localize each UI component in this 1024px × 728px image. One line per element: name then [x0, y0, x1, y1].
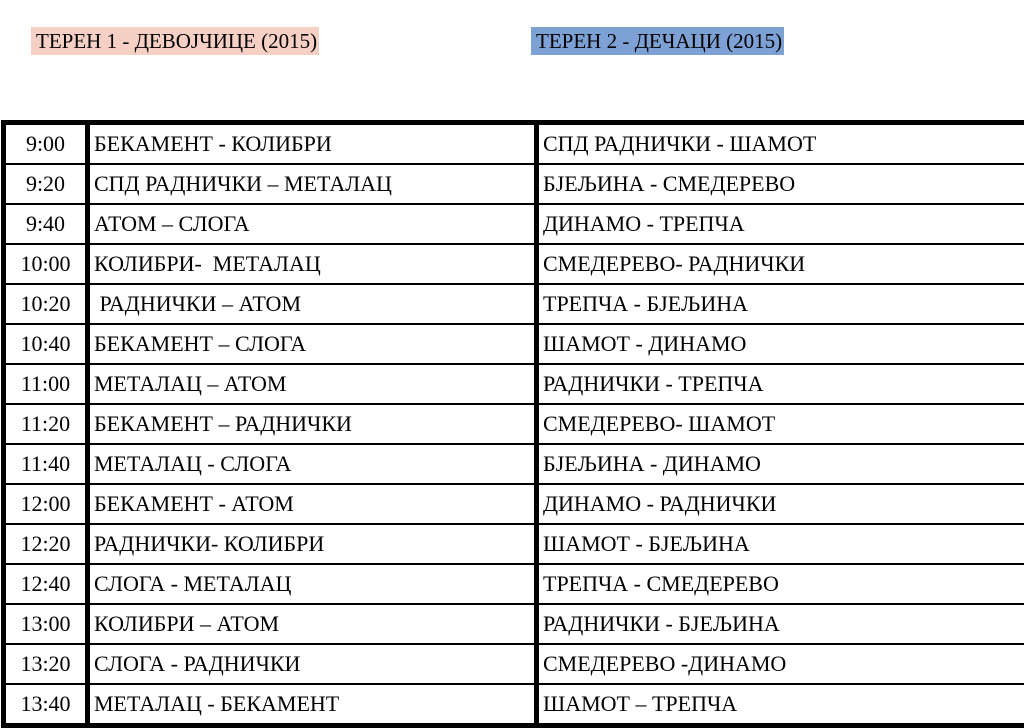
field-2-match-cell: ТРЕПЧА - СМЕДЕРЕВО [537, 564, 1024, 604]
field-1-match-cell: АТОМ – СЛОГА [88, 204, 537, 244]
time-cell: 10:00 [4, 244, 88, 284]
table-row [4, 123, 1024, 165]
field-1-match-cell: СЛОГА - МЕТАЛАЦ [88, 564, 537, 604]
table-row [4, 444, 1024, 484]
field-1-match-cell: СПД РАДНИЧКИ – МЕТАЛАЦ [88, 164, 537, 204]
field-2-match-cell: ТРЕПЧА - БЈЕЉИНА [537, 284, 1024, 324]
table-row [4, 604, 1024, 644]
field-2-match-cell: СМЕДЕРЕВО -ДИНАМО [537, 644, 1024, 684]
field-1-match-cell: БЕКАМЕНТ – СЛОГА [88, 324, 537, 364]
field-2-match-cell: БЈЕЉИНА - ДИНАМО [537, 444, 1024, 484]
field-1-match-cell: БЕКАМЕНТ – РАДНИЧКИ [88, 404, 537, 444]
time-cell: 11:00 [4, 364, 88, 404]
table-row [4, 324, 1024, 364]
field-2-match-cell: ДИНАМО - РАДНИЧКИ [537, 484, 1024, 524]
field-1-match-cell: МЕТАЛАЦ - БЕКАМЕНТ [88, 684, 537, 726]
field-2-match-cell: ДИНАМО - ТРЕПЧА [537, 204, 1024, 244]
field-1-match-cell: РАДНИЧКИ- КОЛИБРИ [88, 524, 537, 564]
field-2-match-cell: РАДНИЧКИ - БЈЕЉИНА [537, 604, 1024, 644]
table-row [4, 164, 1024, 204]
table-row [4, 484, 1024, 524]
time-cell: 9:40 [4, 204, 88, 244]
field-1-match-cell: БЕКАМЕНТ - АТОМ [88, 484, 537, 524]
time-cell: 13:20 [4, 644, 88, 684]
time-cell: 12:00 [4, 484, 88, 524]
time-cell: 11:40 [4, 444, 88, 484]
field-2-match-cell: РАДНИЧКИ - ТРЕПЧА [537, 364, 1024, 404]
table-row [4, 404, 1024, 444]
table-row [4, 284, 1024, 324]
field-2-boys-heading: ТЕРЕН 2 - ДЕЧАЦИ (2015) [531, 27, 784, 55]
match-schedule-table [1, 120, 1024, 728]
field-2-match-cell: ШАМОТ - ДИНАМО [537, 324, 1024, 364]
field-2-match-cell: СПД РАДНИЧКИ - ШАМОТ [537, 123, 1024, 165]
table-row [4, 644, 1024, 684]
field-1-girls-heading: ТЕРЕН 1 - ДЕВОЈЧИЦЕ (2015) [31, 27, 319, 55]
table-row [4, 204, 1024, 244]
table-row [4, 244, 1024, 284]
time-cell: 9:20 [4, 164, 88, 204]
field-1-match-cell: КОЛИБРИ – АТОМ [88, 604, 537, 644]
field-1-match-cell: БЕКАМЕНТ - КОЛИБРИ [88, 123, 537, 165]
field-1-match-cell: СЛОГА - РАДНИЧКИ [88, 644, 537, 684]
table-row [4, 564, 1024, 604]
field-2-match-cell: ШАМОТ – ТРЕПЧА [537, 684, 1024, 726]
field-1-match-cell: РАДНИЧКИ – АТОМ [88, 284, 537, 324]
time-cell: 12:20 [4, 524, 88, 564]
field-2-match-cell: СМЕДЕРЕВО- РАДНИЧКИ [537, 244, 1024, 284]
time-cell: 12:40 [4, 564, 88, 604]
field-2-match-cell: ШАМОТ - БЈЕЉИНА [537, 524, 1024, 564]
time-cell: 10:40 [4, 324, 88, 364]
table-row [4, 364, 1024, 404]
field-1-match-cell: КОЛИБРИ- МЕТАЛАЦ [88, 244, 537, 284]
time-cell: 9:00 [4, 123, 88, 165]
time-cell: 13:40 [4, 684, 88, 726]
table-row [4, 684, 1024, 726]
time-cell: 10:20 [4, 284, 88, 324]
field-2-match-cell: БЈЕЉИНА - СМЕДЕРЕВО [537, 164, 1024, 204]
field-1-match-cell: МЕТАЛАЦ – АТОМ [88, 364, 537, 404]
time-cell: 13:00 [4, 604, 88, 644]
schedule-body [4, 123, 1024, 726]
field-1-match-cell: МЕТАЛАЦ - СЛОГА [88, 444, 537, 484]
field-2-match-cell: СМЕДЕРЕВО- ШАМОТ [537, 404, 1024, 444]
time-cell: 11:20 [4, 404, 88, 444]
table-row [4, 524, 1024, 564]
